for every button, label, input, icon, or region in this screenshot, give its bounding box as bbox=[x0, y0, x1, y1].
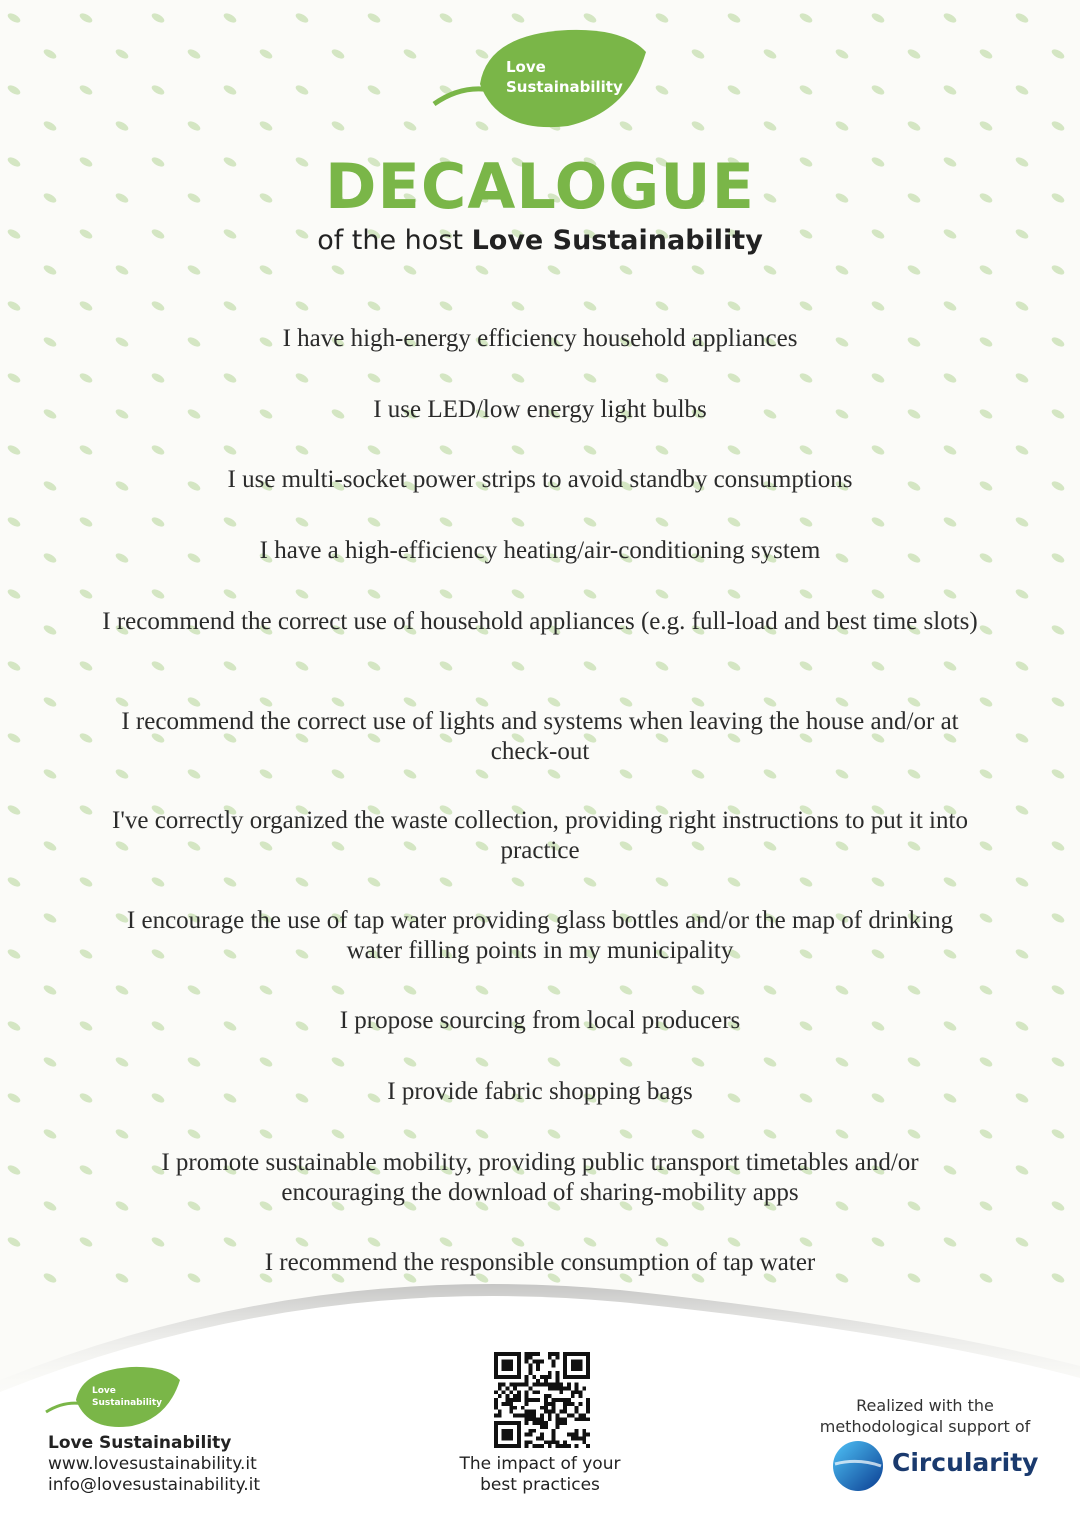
footer-email-link[interactable]: info@lovesustainability.it bbox=[48, 1475, 261, 1495]
subtitle-prefix: of the host bbox=[317, 225, 463, 256]
decalogue-item: I propose sourcing from local producers bbox=[339, 1007, 741, 1034]
decalogue-item: I have a high-efficiency heating/air-conditioning system bbox=[259, 537, 821, 564]
support-text-line2: methodological support of bbox=[819, 1417, 1031, 1436]
decalogue-item: I recommend the responsible consumption of tap water bbox=[264, 1249, 816, 1276]
footer-brand-name: Love Sustainability bbox=[48, 1433, 232, 1453]
qr-code[interactable] bbox=[494, 1352, 590, 1448]
decalogue-item: I have high-energy efficiency household appliances bbox=[282, 325, 798, 352]
footer-logo-line2: Sustainability bbox=[92, 1398, 163, 1408]
decalogue-item: I provide fabric shopping bags bbox=[387, 1078, 693, 1105]
love-sustainability-logo bbox=[428, 22, 652, 134]
footer-logo-line1: Love bbox=[92, 1386, 116, 1396]
qr-caption-line2: best practices bbox=[480, 1475, 600, 1495]
support-text-line1: Realized with the bbox=[856, 1396, 994, 1415]
footer-website-link[interactable]: www.lovesustainability.it bbox=[48, 1454, 257, 1474]
footer-logo bbox=[44, 1362, 184, 1432]
decalogue-item: I've correctly organized the waste collection, providing right instructions to put it into practice bbox=[112, 807, 968, 864]
decalogue-item: I recommend the correct use of lights and systems when leaving the house and/or at check-out bbox=[121, 708, 959, 765]
circularity-partner-name: Circularity bbox=[892, 1448, 1039, 1477]
decalogue-item: I use LED/low energy light bulbs bbox=[373, 396, 707, 423]
circularity-logo-icon bbox=[832, 1440, 884, 1492]
logo-text-line1: Love bbox=[506, 58, 546, 76]
logo-text-line2: Sustainability bbox=[506, 78, 623, 96]
decalogue-item: I use multi-socket power strips to avoid standby consumptions bbox=[227, 466, 853, 493]
page-subtitle bbox=[0, 222, 1080, 260]
decalogue-item: I promote sustainable mobility, providing public transport timetables and/or encouraging the download of sharing-mobility apps bbox=[161, 1149, 919, 1206]
page-title: DECALOGUE bbox=[325, 150, 755, 223]
qr-caption-line1: The impact of your bbox=[459, 1454, 621, 1474]
decalogue-item: I encourage the use of tap water providing glass bottles and/or the map of drinking water filling points in my municipality bbox=[126, 907, 954, 964]
decalogue-item: I recommend the correct use of household appliances (e.g. full-load and best time slots) bbox=[102, 608, 978, 635]
subtitle-brand: Love Sustainability bbox=[471, 225, 763, 256]
